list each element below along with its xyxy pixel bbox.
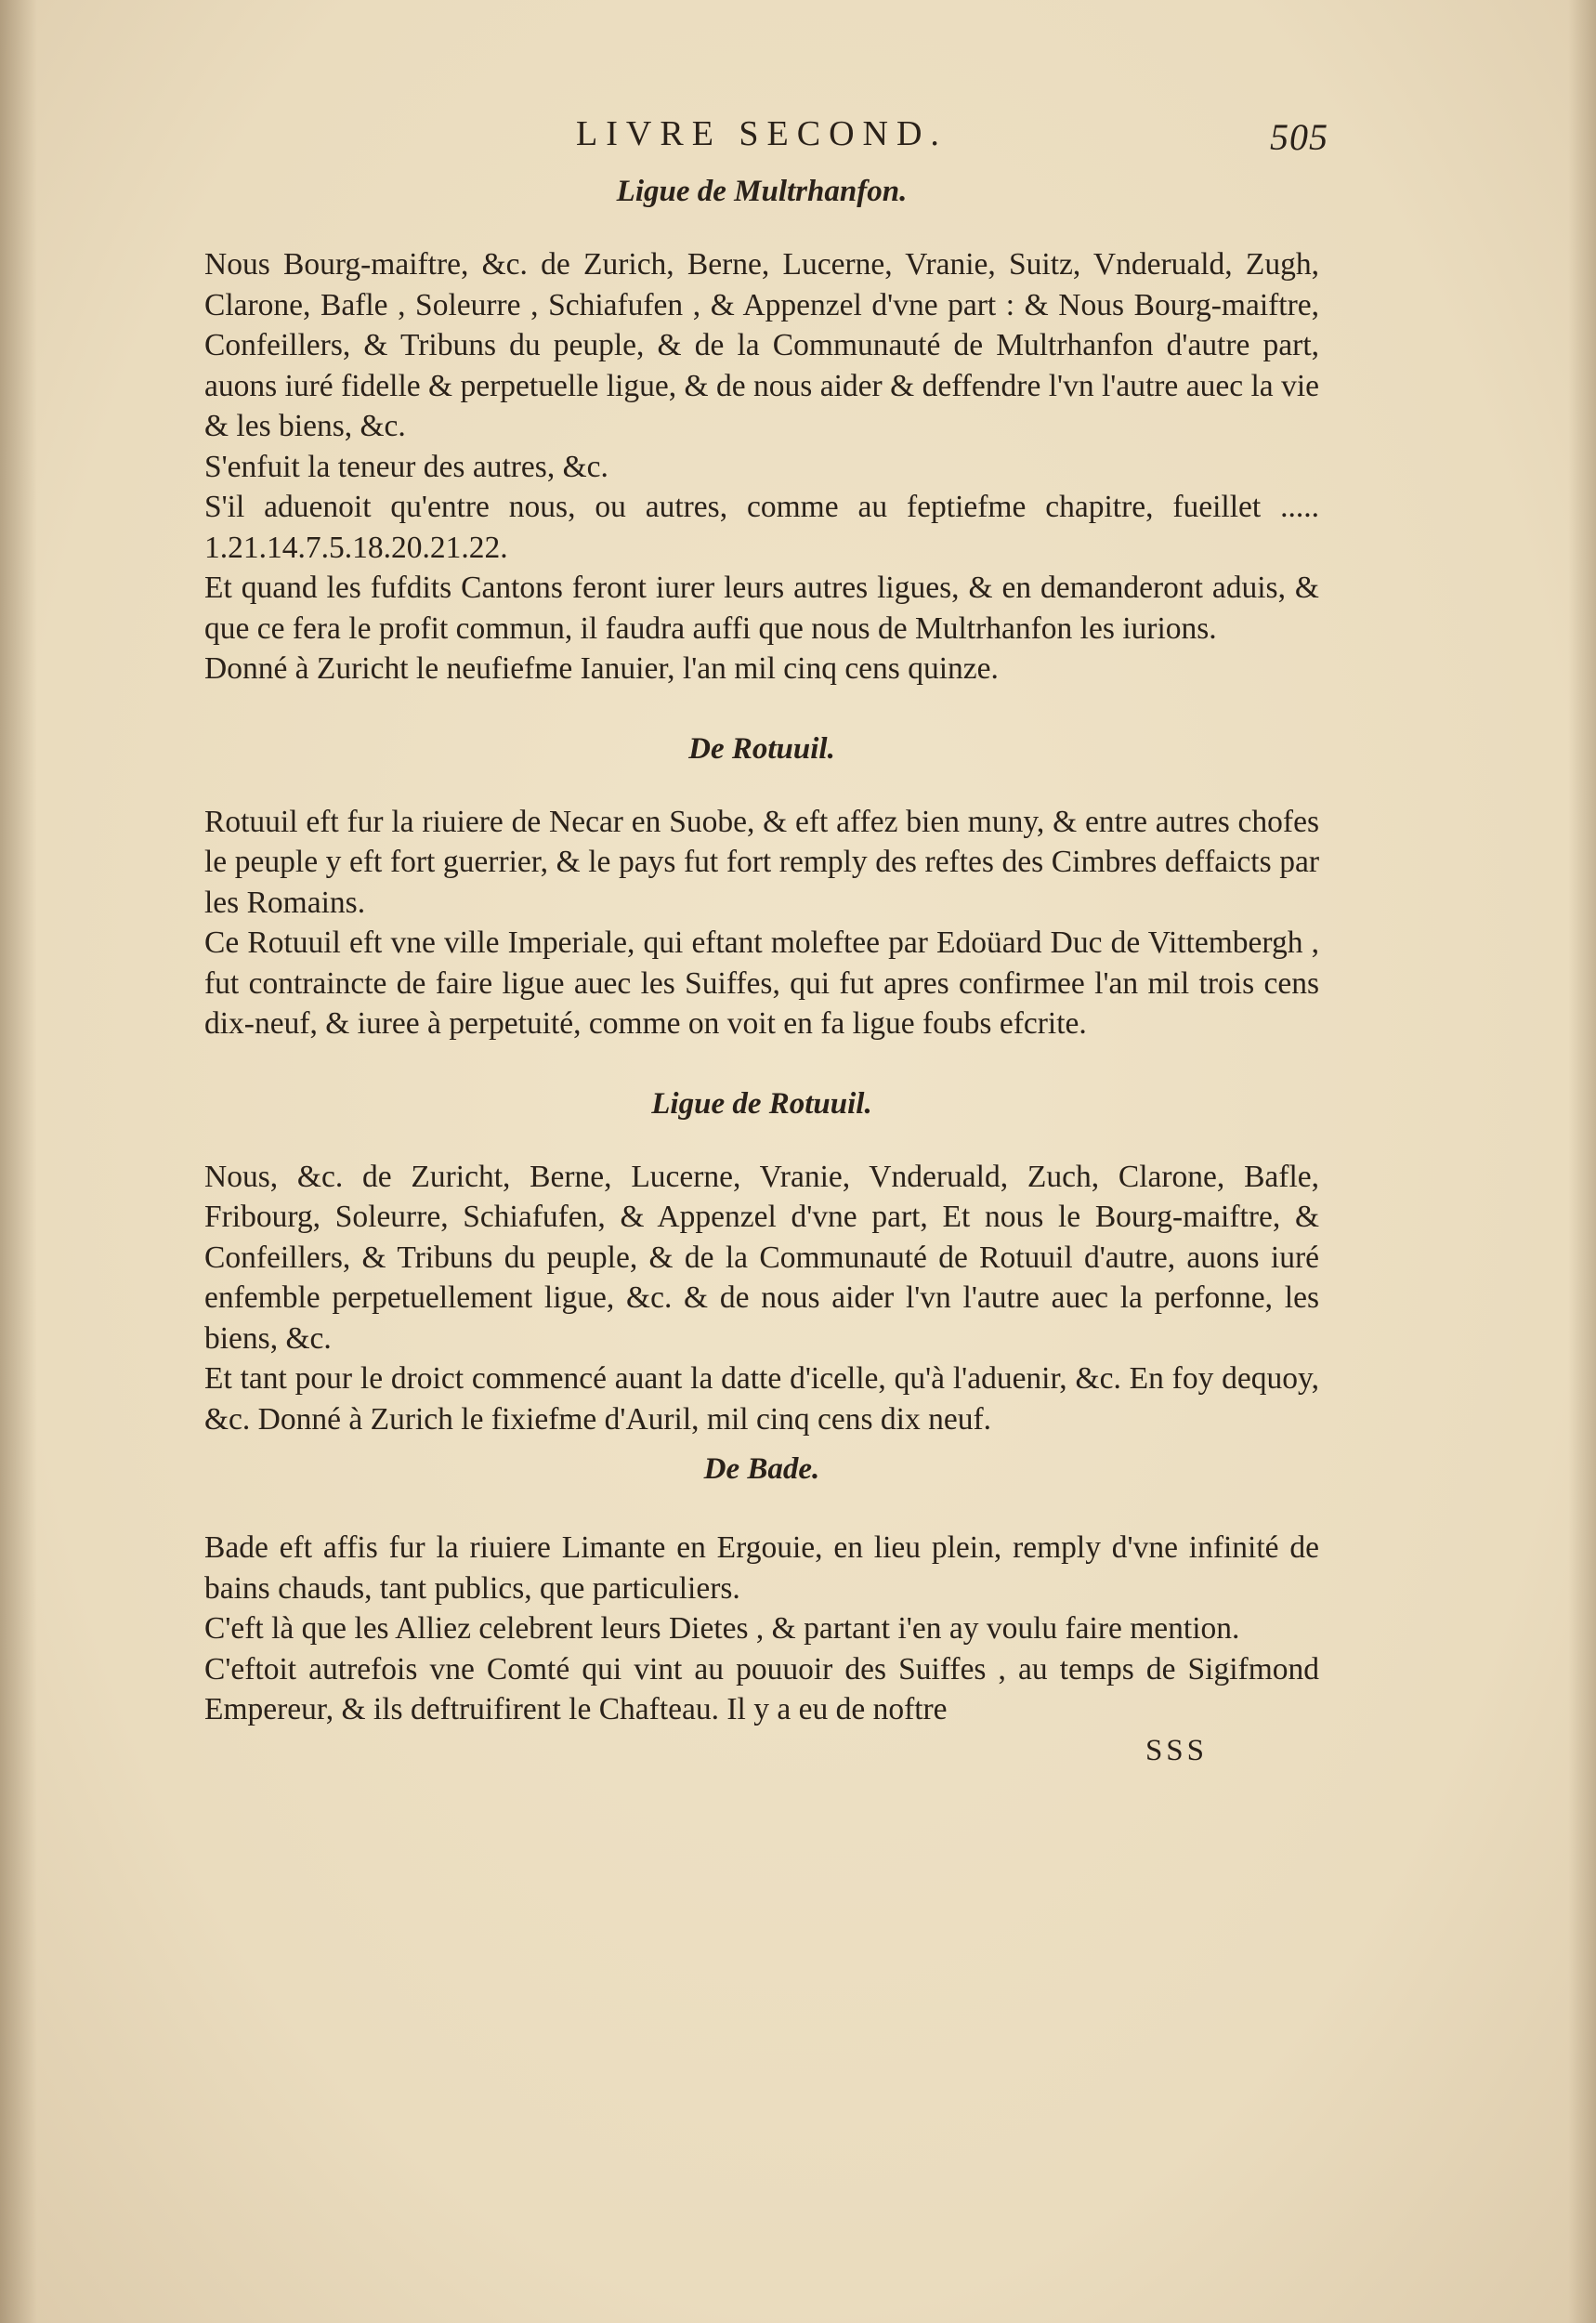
page-content (204, 102, 1328, 1768)
section-de-bade (204, 1452, 1319, 1730)
section-heading: De Bade. (703, 1452, 820, 1486)
paragraph: Nous Bourg-maiftre, &c. de Zurich, Berne, Lucerne, Vranie, Suitz, Vnderuald, Zugh, Clarone, Bafle , Soleurre , Schiafufen , & Appenzel d'vne part : & Nous Bourg-maiftre, Confeillers, & Tribuns du peuple, & de la Communauté de Multrhanfon d'autre part, auons iuré fidelle & perpetuelle ligue, & de nous aider & deffendre l'vn l'autre auec la vie & les biens, &c. (204, 247, 1319, 443)
section-heading: De Rotuuil. (688, 731, 835, 766)
section-ligue-rotuuil (204, 1087, 1319, 1440)
paragraph: S'enfuit la teneur des autres, &c. (204, 449, 608, 484)
paragraph: C'eft là que les Alliez celebrent leurs Dietes , & partant i'en ay voulu faire mention. (204, 1611, 1240, 1646)
paragraph: C'eftoit autrefois vne Comté qui vint au pouuoir des Suiffes , au temps de Sigifmond Empereur, & ils deftruifirent le Chafteau. Il y a eu de noftre (204, 1651, 1319, 1726)
paragraph: Rotuuil eft fur la riuiere de Necar en Suobe, & eft affez bien muny, & entre autres chofes le peuple y eft fort guerrier, & le pays fut fort remply des reftes des Cimbres deffaicts par les Romains. (204, 804, 1319, 920)
section-de-rotuuil (204, 732, 1319, 1044)
paragraph: Donné à Zuricht le neufiefme Ianuier, l'an mil cinq cens quinze. (204, 651, 999, 686)
section-ligue-multrhanfon (204, 175, 1319, 689)
section-heading: Ligue de Multrhanfon. (616, 175, 908, 208)
paragraph: Et quand les fufdits Cantons feront iurer leurs autres ligues, & en demanderont aduis, & que ce fera le profit commun, il faudra auffi que nous de Multrhanfon les iurions. (204, 571, 1319, 646)
paragraph: Et tant pour le droict commencé auant la datte d'icelle, qu'à l'aduenir, &c. En foy dequoy, &c. Donné à Zurich le fixiefme d'Auril, mil cinq cens dix neuf. (204, 1361, 1319, 1437)
paragraph: Ce Rotuuil eft vne ville Imperiale, qui eftant moleftee par Edoüard Duc de Vittembergh , fut contraincte de faire ligue auec les Suiffes, qui fut apres confirmee l'an mil trois cens dix-neuf, & iuree à perpetuité, comme on voit en fa ligue foubs efcrite. (204, 925, 1319, 1041)
running-head (204, 102, 1328, 167)
catchword: SSS (1145, 1733, 1208, 1767)
page-gutter-shadow (0, 0, 37, 2323)
section-heading: Ligue de Rotuuil. (651, 1086, 872, 1121)
paragraph: Bade eft affis fur la riuiere Limante en Ergouie, en lieu plein, remply d'vne infinité de bains chauds, tant publics, que particuliers. (204, 1530, 1319, 1606)
paragraph: Nous, &c. de Zuricht, Berne, Lucerne, Vranie, Vnderuald, Zuch, Clarone, Bafle, Fribourg, Soleurre, Schiafufen, & Appenzel d'vne part, Et nous le Bourg-maiftre, & Confeillers, & Tribuns du peuple, & de la Communauté de Rotuuil d'autre, auons iuré enfemble perpetuellement ligue, &c. & de nous aider l'vn l'autre auec la perfonne, les biens, &c. (204, 1159, 1319, 1356)
page-number: 505 (1270, 116, 1328, 158)
paragraph: S'il aduenoit qu'entre nous, ou autres, comme au feptiefme chapitre, fueillet ..... 1.21.14.7.5.18.20.21.22. (204, 490, 1319, 565)
running-title: LIVRE SECOND. (576, 114, 948, 153)
page-edge-shadow (1568, 0, 1596, 2323)
